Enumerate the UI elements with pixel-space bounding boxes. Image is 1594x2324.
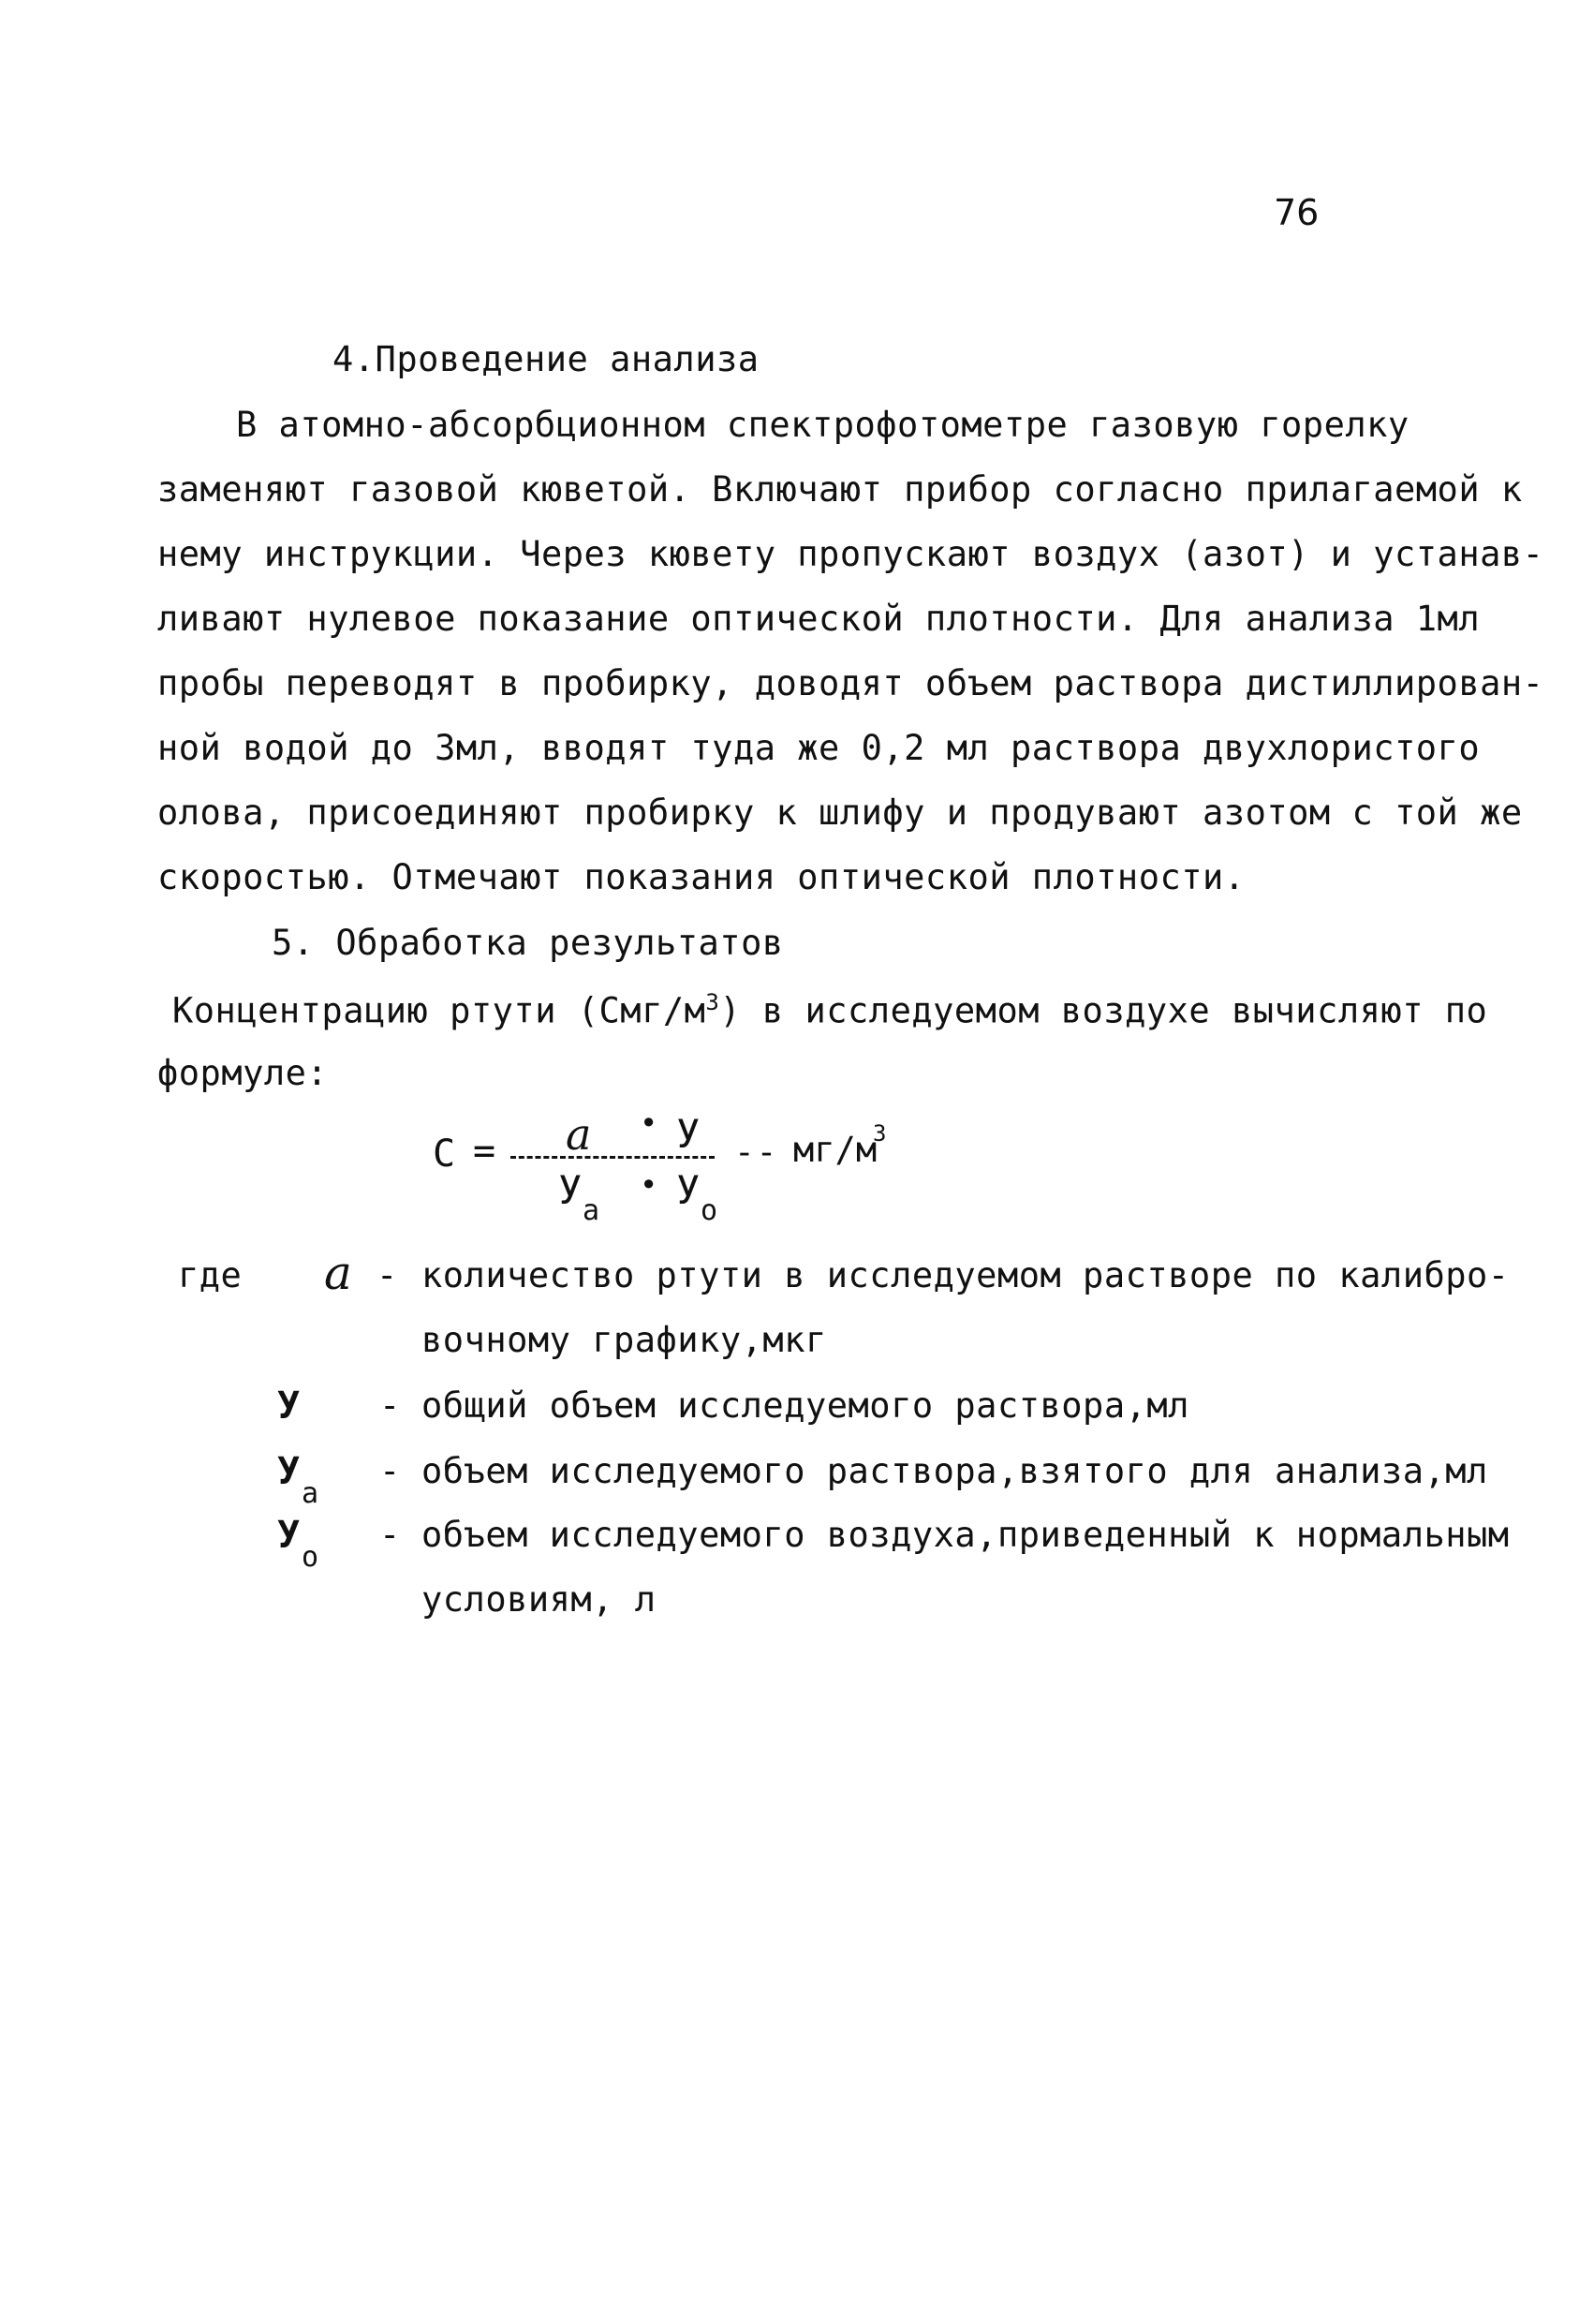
formula-dash-right: -- [734, 1133, 779, 1172]
formula-denominator-dot: • [640, 1167, 658, 1203]
legend-symbol-ya-sub: а [302, 1477, 319, 1510]
legend-text-a-2: вочному графику,мкг [421, 1320, 827, 1360]
legend-symbol-yo: У [277, 1514, 301, 1557]
formula-unit: мг/м [793, 1130, 878, 1170]
formula-fraction-bar [510, 1156, 715, 1159]
intro-prefix: Концентрацию ртути (Смг/м [172, 990, 706, 1031]
legend-symbol-yo-sub: о [302, 1541, 319, 1574]
legend-where: где [178, 1255, 243, 1295]
legend-text-yo-2: условиям, л [421, 1579, 657, 1620]
paragraph-line-6: ной водой до 3мл, вводят туда же 0,2 мл раствора двухлористого [157, 728, 1481, 768]
paragraph-line-1: В атомно-абсорбционном спектрофотометре газовую горелку [236, 405, 1410, 445]
paragraph-line-8: скоростью. Отмечают показания оптической плотности. [157, 857, 1246, 897]
legend-dash-yo: - [379, 1515, 401, 1555]
formula-numerator-dot: • [640, 1105, 658, 1141]
legend-text-ya: объем исследуемого раствора,взятого для анализа,мл [421, 1451, 1488, 1491]
formula-unit-sup: 3 [873, 1120, 887, 1147]
formula-denominator-y2: У [676, 1167, 701, 1213]
paragraph-line-2: заменяют газовой кюветой. Включают прибор согласно прилагаемой к [157, 469, 1523, 510]
section-5-intro [172, 989, 1488, 1031]
paragraph-line-5: пробы переводят в пробирку, доводят объем раствора дистиллирован- [157, 663, 1544, 703]
intro-suffix: ) в исследуемом воздухе вычисляют по [719, 990, 1488, 1031]
legend-dash-ya: - [379, 1451, 401, 1491]
formula-numerator-a: a [566, 1109, 592, 1160]
intro-sup: 3 [705, 989, 720, 1015]
formula-numerator-y: У [676, 1111, 701, 1157]
formula-equals: = [473, 1130, 496, 1173]
page-number: 76 [1274, 192, 1320, 233]
section-5-heading: 5. Обработка результатов [272, 923, 784, 963]
legend-text-y: общий объем исследуемого раствора,мл [421, 1385, 1189, 1426]
legend-text-yo-1: объем исследуемого воздуха,приведенный к нормальным [421, 1515, 1510, 1555]
legend-text-a-1: количество ртути в исследуемом растворе по калибро- [421, 1255, 1510, 1295]
formula-denominator-y-sub: а [583, 1194, 600, 1227]
paragraph-line-7: олова, присоединяют пробирку к шлифу и продувают азотом с той же [157, 792, 1523, 833]
paragraph-line-3: нему инструкции. Через кювету пропускают воздух (азот) и устанав- [157, 534, 1544, 574]
paragraph-line-4: ливают нулевое показание оптической плотности. Для анализа 1мл [157, 599, 1481, 639]
formula-lhs: C [433, 1132, 456, 1176]
legend-dash-y: - [379, 1385, 401, 1426]
legend-symbol-ya: У [277, 1450, 301, 1493]
formula-denominator-y2-sub: о [701, 1194, 718, 1227]
legend-dash-a: - [376, 1255, 398, 1295]
section-4-heading: 4.Проведение анализа [332, 339, 760, 379]
legend-symbol-y: У [277, 1384, 301, 1428]
formula-denominator-y: У [558, 1167, 583, 1213]
section-5-intro-line-2: формуле: [157, 1053, 329, 1093]
legend-symbol-a: a [324, 1246, 352, 1300]
